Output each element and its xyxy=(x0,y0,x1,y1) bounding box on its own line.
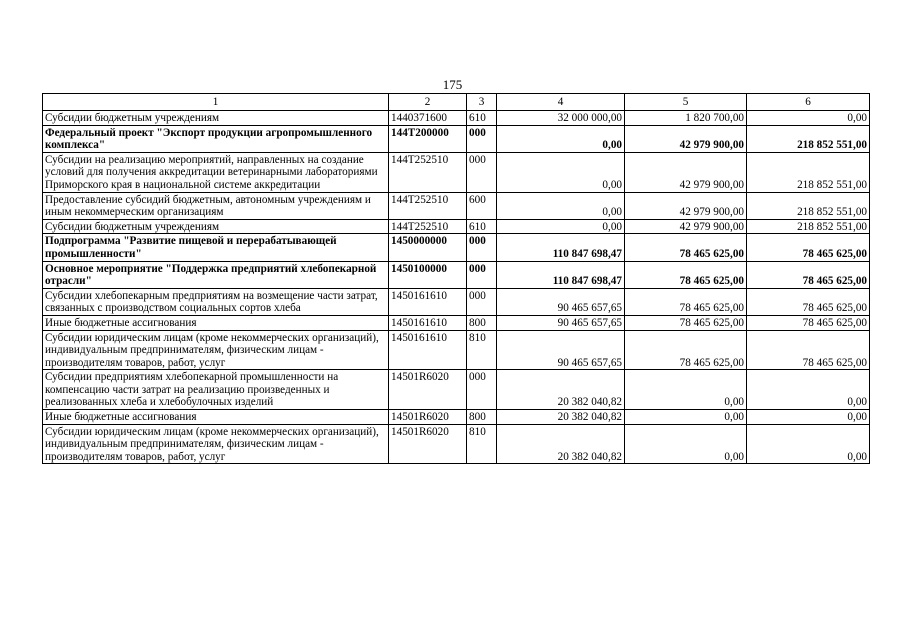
expense-type-cell: 810 xyxy=(467,330,497,370)
target-article-code-cell: 14501R6020 xyxy=(389,424,467,464)
amount-col5-cell: 42 979 900,00 xyxy=(625,152,747,192)
page-number: 175 xyxy=(442,77,463,92)
column-number-row xyxy=(43,94,870,111)
row-name-cell: Федеральный проект "Экспорт продукции агропромышленного комплекса" xyxy=(43,125,389,152)
amount-col6-cell: 78 465 625,00 xyxy=(747,330,870,370)
expense-type-cell: 800 xyxy=(467,410,497,425)
amount-col5-cell: 78 465 625,00 xyxy=(625,234,747,261)
amount-col6-cell: 218 852 551,00 xyxy=(747,152,870,192)
amount-col5-cell: 0,00 xyxy=(625,410,747,425)
expense-type-cell: 000 xyxy=(467,125,497,152)
column-number-1: 1 xyxy=(43,94,389,111)
row-name-cell: Иные бюджетные ассигнования xyxy=(43,410,389,425)
expense-type-cell: 000 xyxy=(467,234,497,261)
amount-col4-cell: 90 465 657,65 xyxy=(497,330,625,370)
expense-type-cell: 610 xyxy=(467,219,497,234)
amount-col6-cell: 78 465 625,00 xyxy=(747,288,870,315)
amount-col4-cell: 0,00 xyxy=(497,152,625,192)
target-article-code-cell: 1450161610 xyxy=(389,288,467,315)
amount-col4-cell: 20 382 040,82 xyxy=(497,410,625,425)
table-row xyxy=(43,315,870,330)
row-name-cell: Субсидии хлебопекарным предприятиям на возмещение части затрат, связанных с производством социальных сортов хлеба xyxy=(43,288,389,315)
row-name-cell: Субсидии юридическим лицам (кроме некоммерческих организаций), индивидуальным предпринимателям, физическим лицам - производителям товаров, работ, услуг xyxy=(43,424,389,464)
amount-col4-cell: 110 847 698,47 xyxy=(497,234,625,261)
amount-col4-cell: 110 847 698,47 xyxy=(497,261,625,288)
expense-type-cell: 600 xyxy=(467,192,497,219)
row-name-cell: Субсидии юридическим лицам (кроме некоммерческих организаций), индивидуальным предпринимателям, физическим лицам - производителям товаров, работ, услуг xyxy=(43,330,389,370)
column-number-2: 2 xyxy=(389,94,467,111)
table-row xyxy=(43,192,870,219)
target-article-code-cell: 144T252510 xyxy=(389,219,467,234)
amount-col5-cell: 42 979 900,00 xyxy=(625,125,747,152)
target-article-code-cell: 14501R6020 xyxy=(389,410,467,425)
budget-table xyxy=(42,93,870,464)
expense-type-cell: 800 xyxy=(467,315,497,330)
amount-col4-cell: 0,00 xyxy=(497,219,625,234)
table-row xyxy=(43,410,870,425)
column-number-4: 4 xyxy=(497,94,625,111)
column-number-3: 3 xyxy=(467,94,497,111)
amount-col6-cell: 78 465 625,00 xyxy=(747,261,870,288)
target-article-code-cell: 1450161610 xyxy=(389,330,467,370)
amount-col5-cell: 78 465 625,00 xyxy=(625,330,747,370)
amount-col6-cell: 0,00 xyxy=(747,111,870,126)
amount-col4-cell: 90 465 657,65 xyxy=(497,315,625,330)
table-row xyxy=(43,370,870,410)
amount-col4-cell: 0,00 xyxy=(497,192,625,219)
row-name-cell: Субсидии на реализацию мероприятий, направленных на создание условий для получения аккредитации ветеринарными лабораториями Приморского края в национальной системе аккредитации xyxy=(43,152,389,192)
row-name-cell: Основное мероприятие "Поддержка предприятий хлебопекарной отрасли" xyxy=(43,261,389,288)
amount-col5-cell: 0,00 xyxy=(625,424,747,464)
amount-col6-cell: 218 852 551,00 xyxy=(747,219,870,234)
expense-type-cell: 000 xyxy=(467,261,497,288)
row-name-cell: Субсидии предприятиям хлебопекарной промышленности на компенсацию части затрат на реализацию произведенных и реализованных хлеба и хлебобулочных изделий xyxy=(43,370,389,410)
amount-col6-cell: 78 465 625,00 xyxy=(747,315,870,330)
amount-col4-cell: 20 382 040,82 xyxy=(497,370,625,410)
table-row xyxy=(43,152,870,192)
expense-type-cell: 000 xyxy=(467,288,497,315)
target-article-code-cell: 144T200000 xyxy=(389,125,467,152)
table-row xyxy=(43,330,870,370)
row-name-cell: Предоставление субсидий бюджетным, автономным учреждениям и иным некоммерческим организациям xyxy=(43,192,389,219)
amount-col5-cell: 1 820 700,00 xyxy=(625,111,747,126)
row-name-cell: Подпрограмма "Развитие пищевой и перерабатывающей промышленности" xyxy=(43,234,389,261)
table-row xyxy=(43,111,870,126)
amount-col5-cell: 0,00 xyxy=(625,370,747,410)
table-row xyxy=(43,261,870,288)
target-article-code-cell: 1440371600 xyxy=(389,111,467,126)
amount-col6-cell: 218 852 551,00 xyxy=(747,125,870,152)
target-article-code-cell: 1450161610 xyxy=(389,315,467,330)
row-name-cell: Субсидии бюджетным учреждениям xyxy=(43,111,389,126)
amount-col4-cell: 32 000 000,00 xyxy=(497,111,625,126)
amount-col5-cell: 78 465 625,00 xyxy=(625,315,747,330)
target-article-code-cell: 1450000000 xyxy=(389,234,467,261)
table-row xyxy=(43,219,870,234)
amount-col5-cell: 78 465 625,00 xyxy=(625,261,747,288)
target-article-code-cell: 1450100000 xyxy=(389,261,467,288)
column-number-6: 6 xyxy=(747,94,870,111)
row-name-cell: Иные бюджетные ассигнования xyxy=(43,315,389,330)
amount-col5-cell: 78 465 625,00 xyxy=(625,288,747,315)
amount-col4-cell: 90 465 657,65 xyxy=(497,288,625,315)
amount-col5-cell: 42 979 900,00 xyxy=(625,219,747,234)
amount-col6-cell: 218 852 551,00 xyxy=(747,192,870,219)
amount-col6-cell: 0,00 xyxy=(747,370,870,410)
expense-type-cell: 000 xyxy=(467,370,497,410)
amount-col4-cell: 20 382 040,82 xyxy=(497,424,625,464)
table-row xyxy=(43,125,870,152)
table-row xyxy=(43,234,870,261)
table-row xyxy=(43,424,870,464)
budget-table-body xyxy=(43,94,870,464)
amount-col5-cell: 42 979 900,00 xyxy=(625,192,747,219)
amount-col6-cell: 0,00 xyxy=(747,410,870,425)
amount-col4-cell: 0,00 xyxy=(497,125,625,152)
row-name-cell: Субсидии бюджетным учреждениям xyxy=(43,219,389,234)
target-article-code-cell: 144T252510 xyxy=(389,192,467,219)
amount-col6-cell: 0,00 xyxy=(747,424,870,464)
amount-col6-cell: 78 465 625,00 xyxy=(747,234,870,261)
target-article-code-cell: 14501R6020 xyxy=(389,370,467,410)
table-row xyxy=(43,288,870,315)
target-article-code-cell: 144T252510 xyxy=(389,152,467,192)
expense-type-cell: 810 xyxy=(467,424,497,464)
column-number-5: 5 xyxy=(625,94,747,111)
expense-type-cell: 000 xyxy=(467,152,497,192)
expense-type-cell: 610 xyxy=(467,111,497,126)
